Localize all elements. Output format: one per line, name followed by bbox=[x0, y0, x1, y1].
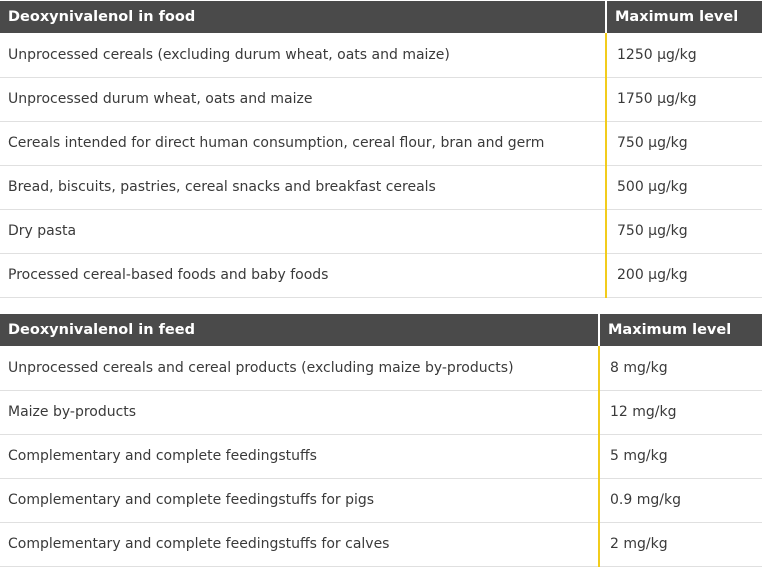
table-row bbox=[0, 522, 762, 566]
level-cell: 1250 µg/kg bbox=[606, 33, 762, 77]
column-header-substance: Deoxynivalenol in feed bbox=[0, 314, 599, 346]
level-cell: 0.9 mg/kg bbox=[599, 478, 762, 522]
column-header-maximum-level: Maximum level bbox=[606, 1, 762, 33]
table-row bbox=[0, 121, 762, 165]
table-header-row bbox=[0, 1, 762, 33]
feed-limits-table bbox=[0, 314, 762, 567]
product-cell: Complementary and complete feedingstuffs bbox=[0, 434, 599, 478]
product-cell: Unprocessed cereals and cereal products (excluding maize by-products) bbox=[0, 346, 599, 390]
table-row bbox=[0, 77, 762, 121]
table-row bbox=[0, 165, 762, 209]
product-cell: Complementary and complete feedingstuffs for pigs bbox=[0, 478, 599, 522]
level-cell: 200 µg/kg bbox=[606, 253, 762, 297]
table-row bbox=[0, 346, 762, 390]
level-cell: 5 mg/kg bbox=[599, 434, 762, 478]
product-cell: Complementary and complete feedingstuffs for calves bbox=[0, 522, 599, 566]
level-cell: 750 µg/kg bbox=[606, 121, 762, 165]
level-cell: 2 mg/kg bbox=[599, 522, 762, 566]
table-row bbox=[0, 434, 762, 478]
column-header-maximum-level: Maximum level bbox=[599, 314, 762, 346]
food-limits-table bbox=[0, 1, 762, 298]
table-row bbox=[0, 253, 762, 297]
product-cell: Bread, biscuits, pastries, cereal snacks and breakfast cereals bbox=[0, 165, 606, 209]
level-cell: 500 µg/kg bbox=[606, 165, 762, 209]
product-cell: Unprocessed durum wheat, oats and maize bbox=[0, 77, 606, 121]
product-cell: Processed cereal-based foods and baby foods bbox=[0, 253, 606, 297]
table-row bbox=[0, 209, 762, 253]
product-cell: Unprocessed cereals (excluding durum wheat, oats and maize) bbox=[0, 33, 606, 77]
table-row bbox=[0, 33, 762, 77]
level-cell: 8 mg/kg bbox=[599, 346, 762, 390]
table-header-row bbox=[0, 314, 762, 346]
level-cell: 1750 µg/kg bbox=[606, 77, 762, 121]
level-cell: 12 mg/kg bbox=[599, 390, 762, 434]
product-cell: Maize by-products bbox=[0, 390, 599, 434]
table-row bbox=[0, 390, 762, 434]
column-header-substance: Deoxynivalenol in food bbox=[0, 1, 606, 33]
product-cell: Cereals intended for direct human consumption, cereal flour, bran and germ bbox=[0, 121, 606, 165]
table-row bbox=[0, 478, 762, 522]
product-cell: Dry pasta bbox=[0, 209, 606, 253]
level-cell: 750 µg/kg bbox=[606, 209, 762, 253]
